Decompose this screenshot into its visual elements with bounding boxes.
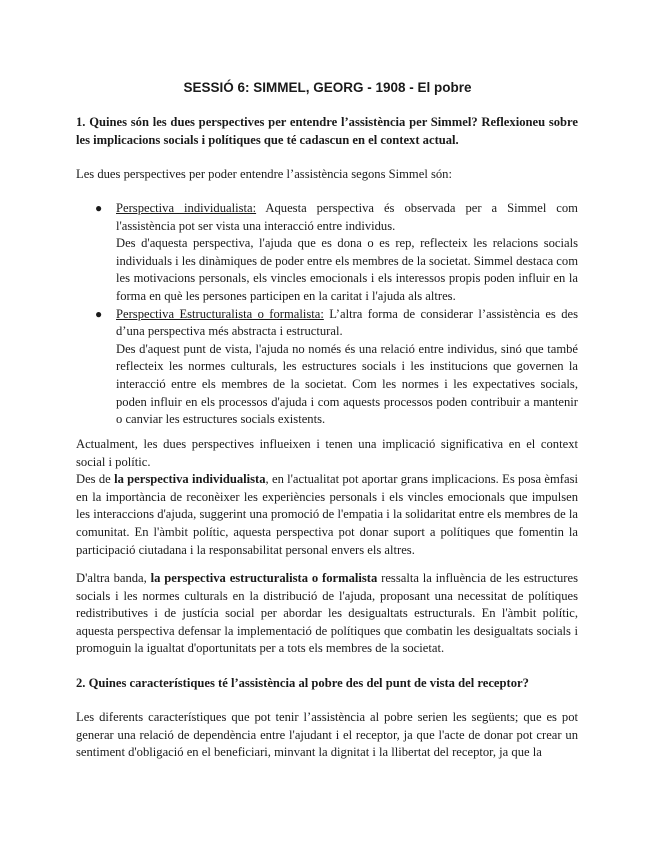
paragraph-individualist <box>76 471 578 559</box>
bold-term: la perspectiva individualista <box>114 472 266 487</box>
text-run: ressalta la influència de les estructures socials i les normes culturals en la distribució de l'ajuda, proposant una necessitat de polítiques redistributives i de justícia social per abordar les desigualtats estructurals. En l'àmbit polític, aquesta perspectiva defensar la implementació de polítiques que combatin les desigualtats socials i promoguin la igualtat d'oportunitats per a tots els membres de la societat. <box>76 571 578 656</box>
list-item-extra: Des d'aquest punt de vista, l'ajuda no només és una relació entre individus, sinó que també reflecteix les normes culturals, les estructures socials i les institucions que governen la interacció entre els membres de la societat. Com les normes i les expectatives socials, poden influir en els processos d'ajuda i com aquests processos poden contribuir a mantenir o canviar les estructures socials existents. <box>116 341 578 427</box>
term-description: Aquesta perspectiva és observada per a Simmel com l'assistència pot ser vista una interacció entre individus. <box>116 201 578 233</box>
bullet-icon: ● <box>95 306 103 321</box>
page-title: SESSIÓ 6: SIMMEL, GEORG - 1908 - El pobre <box>183 80 472 95</box>
text-run: , en l'actualitat pot aportar grans implicacions. Es posa èmfasi en la importància de reconèixer les experiències personals i els vincles emocionals que impulsen les interaccions d'ajuda, suggerint una promoció de l'empatia i la solidaritat entre els membres de la comunitat. En l'àmbit polític, aquesta perspectiva pot donar suport a polítiques que fomentin la participació ciutadana i la responsabilitat personal envers els altres. <box>76 472 578 557</box>
term-description: L’altra forma de considerar l’assistència es des d’una perspectiva més abstracta i estructural. <box>116 306 579 339</box>
list-item <box>76 306 578 429</box>
paragraph-current-implications <box>76 436 578 559</box>
question-2: 2. Quines característiques té l’assistència al pobre des del punt de vista del receptor? <box>76 676 529 690</box>
list-item-text <box>116 200 578 235</box>
list-item-extra: Des d'aquesta perspectiva, l'ajuda que es dona o es rep, reflecteix les relacions socials individuals i les dinàmiques de poder entre els membres de la societat. Simmel destaca com les motivacions personals, els vincles emocionals i els interessos propis poden influir en la forma en què les persones participen en la caritat i l'ajuda als altres. <box>116 236 578 303</box>
text-run: Des de <box>76 472 115 487</box>
term-label: Perspectiva Estructuralista o formalista: <box>116 306 324 321</box>
question-1: 1. Quines són les dues perspectives per entendre l’assistència per Simmel? Reflexioneu sobre les implicacions socials i polítiques que té cadascun en el context actual. <box>76 115 578 147</box>
term-label: Perspectiva individualista: <box>116 201 257 215</box>
list-item-text <box>116 306 578 341</box>
paragraph-receptor: Les diferents característiques que pot tenir l’assistència al pobre serien les següents; que es pot generar una relació de dependència entre l'ajudant i el receptor, ja que l'acte de donar pot crear un sentiment d'obligació en el beneficiari, minvant la dignitat i la llibertat del receptor, ja que la <box>76 710 578 760</box>
paragraph-structuralist <box>76 570 578 658</box>
paragraph-line: Actualment, les dues perspectives influeixen i tenen una implicació significativa en el context social i polític. <box>76 437 578 469</box>
intro-paragraph: Les dues perspectives per poder entendre l’assistència segons Simmel són: <box>76 167 452 181</box>
list-item <box>76 200 578 306</box>
bold-term: la perspectiva estructuralista o formalista <box>150 571 378 585</box>
text-run: D'altra banda, <box>76 571 151 585</box>
bullet-icon: ● <box>95 201 103 215</box>
perspectives-list <box>76 200 578 429</box>
